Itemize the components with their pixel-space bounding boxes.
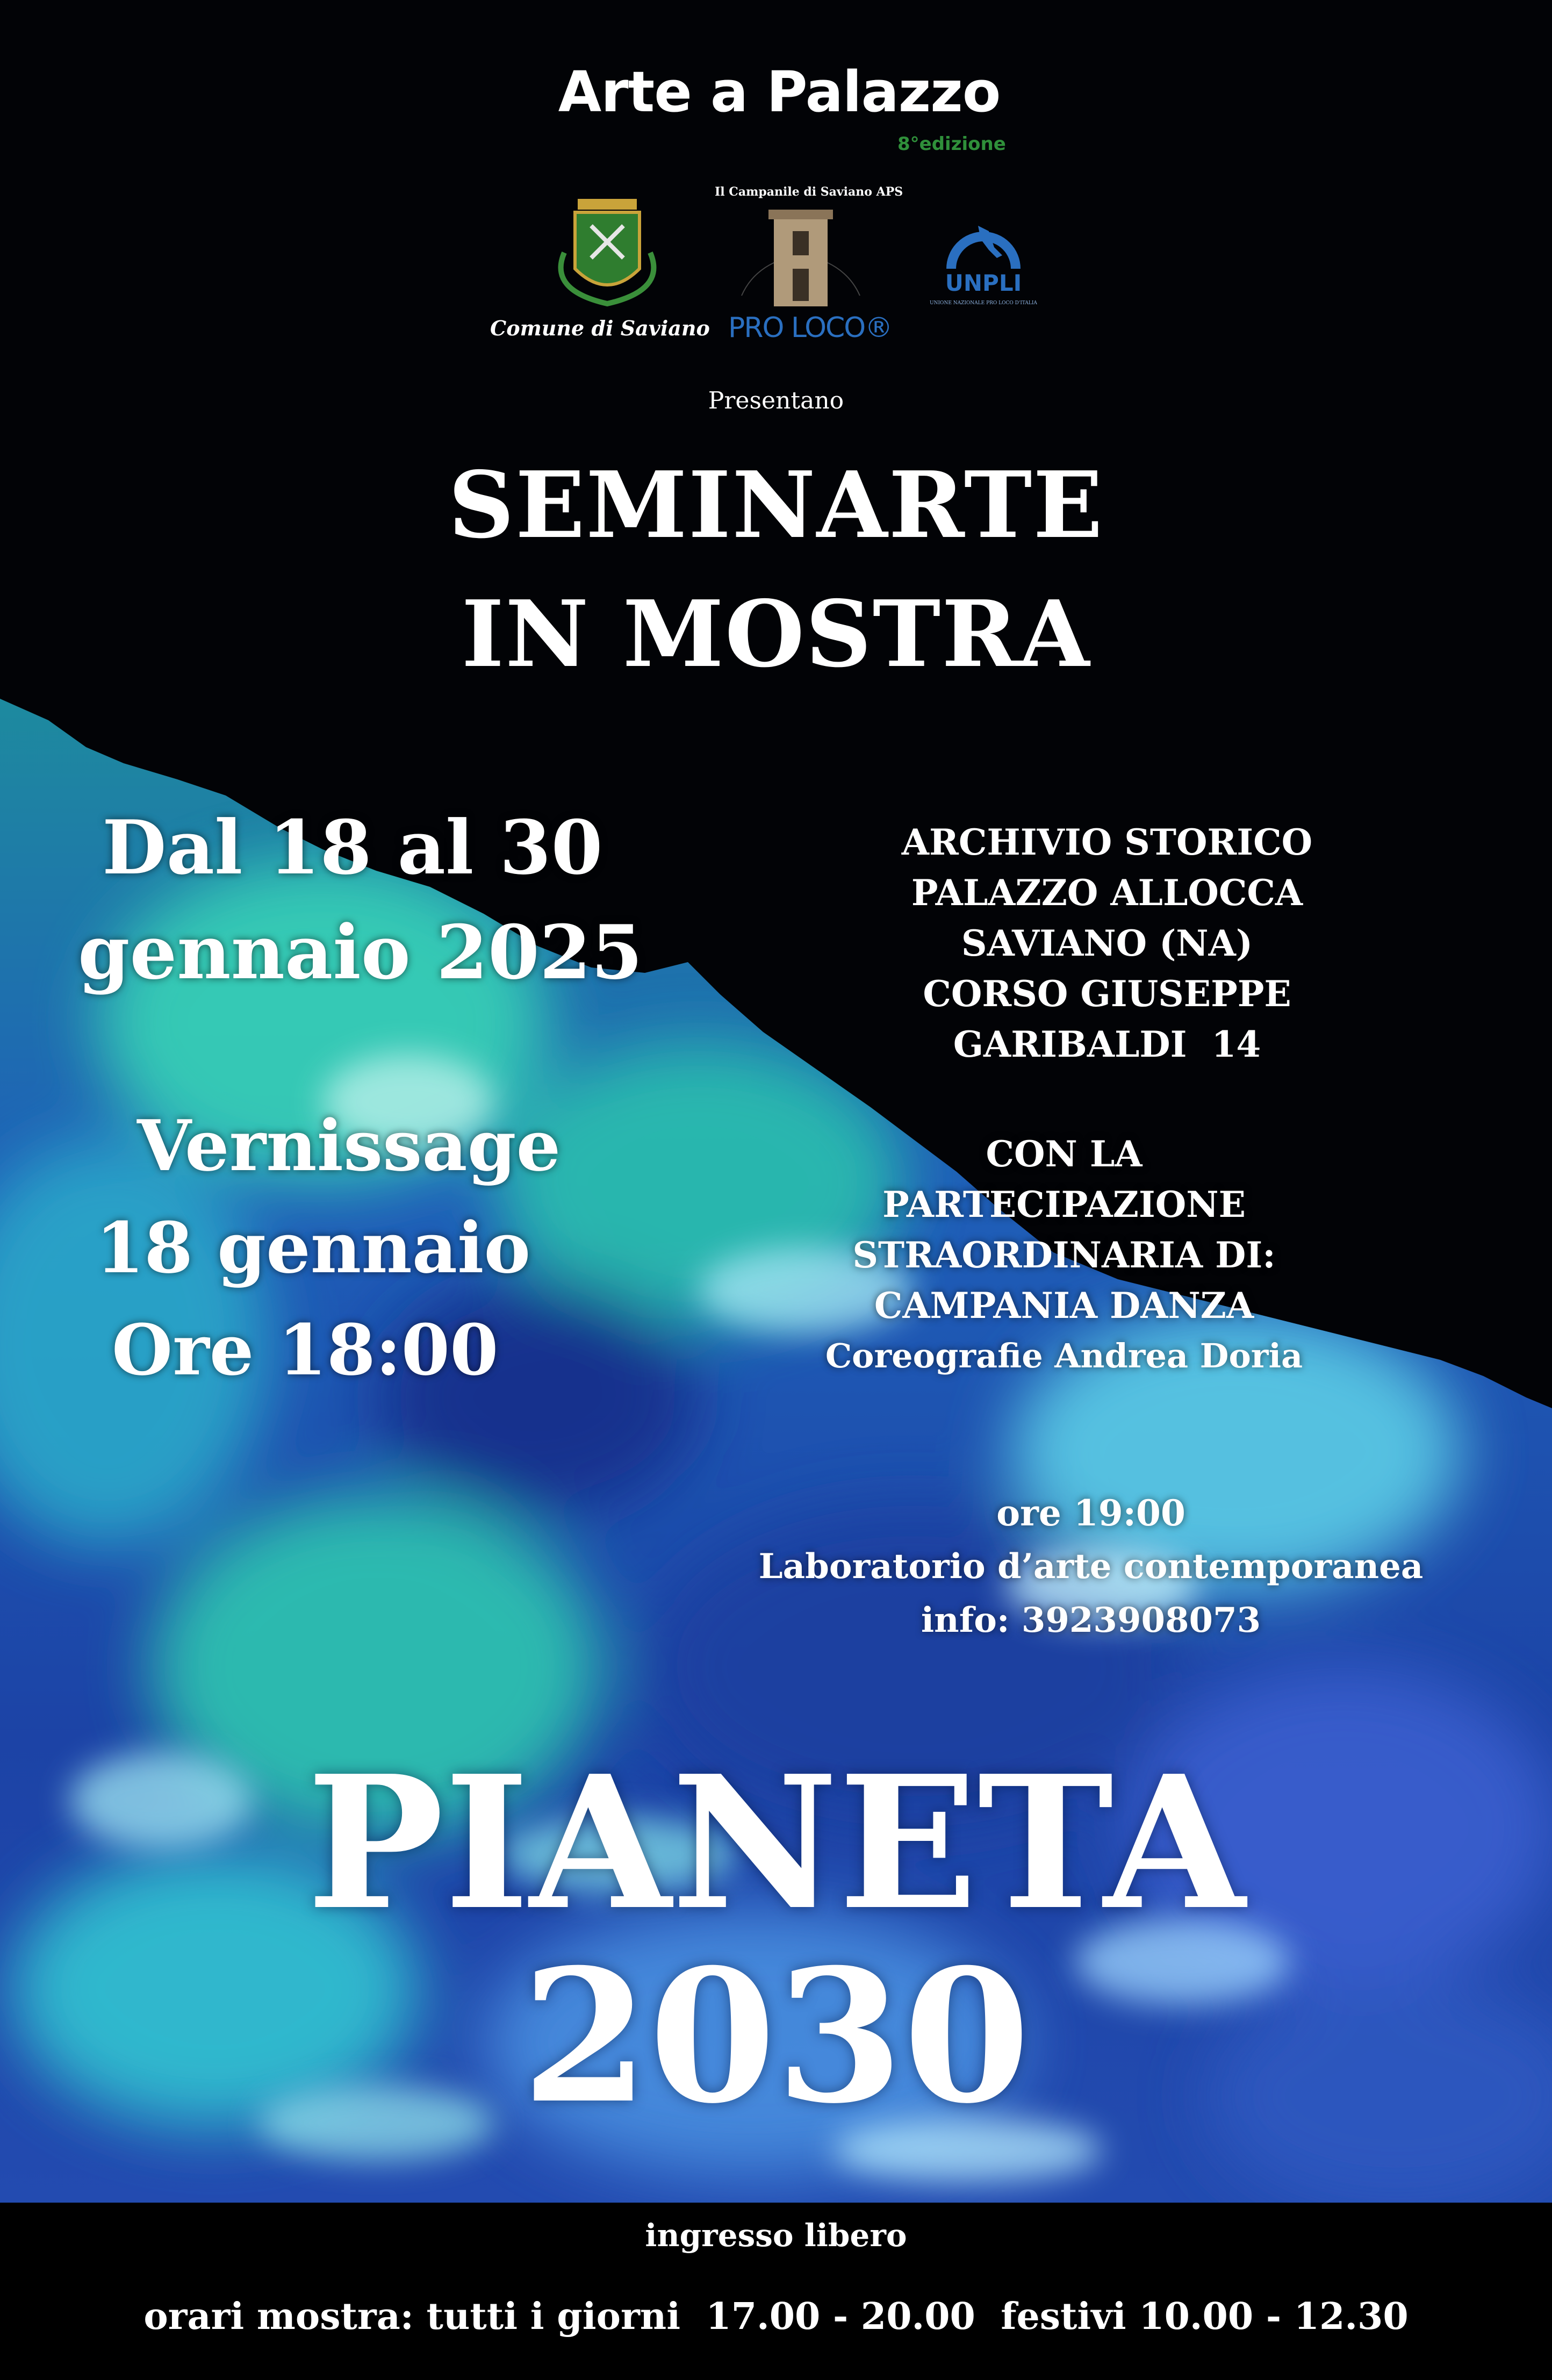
event-title-line2: IN MOSTRA — [461, 580, 1091, 688]
participation-line: PARTECIPAZIONE — [882, 1184, 1246, 1225]
date-range-line2: gennaio 2025 — [78, 908, 643, 996]
main-title-line2: 2030 — [521, 1930, 1031, 2144]
lab-info: info: 3923908073 — [921, 1600, 1261, 1640]
comune-label: Comune di Saviano — [490, 316, 710, 340]
proloco-logo — [715, 185, 903, 360]
participation-block — [763, 1129, 1365, 1381]
entry-info: ingresso libero — [645, 2217, 907, 2254]
unpli-logo — [930, 210, 1037, 328]
venue-line: SAVIANO (NA) — [961, 922, 1253, 964]
venue-line: GARIBALDI 14 — [953, 1023, 1261, 1065]
date-range-line1: Dal 18 al 30 — [102, 804, 603, 891]
lab-block — [715, 1486, 1467, 1647]
italy-map-icon — [930, 210, 1037, 274]
venue-block — [806, 817, 1408, 1070]
venue-line: CORSO GIUSEPPE — [923, 973, 1291, 1015]
unpli-label: UNPLI — [945, 270, 1022, 296]
coat-of-arms-icon — [484, 188, 731, 312]
participation-line: STRAORDINARIA DI: — [852, 1234, 1276, 1276]
event-title-line1: SEMINARTE — [448, 451, 1104, 559]
participation-line: CAMPANIA DANZA — [874, 1285, 1254, 1327]
brand-title: Arte a Palazzo — [558, 59, 1001, 125]
main-title-line1: PIANETA — [306, 1736, 1246, 1951]
proloco-arc-text: Il Campanile di Saviano APS — [715, 185, 903, 199]
participation-line: CON LA — [986, 1133, 1143, 1175]
vernissage-label: Vernissage — [137, 1105, 561, 1187]
presentano-label: Presentano — [708, 387, 844, 414]
vernissage-date: 18 gennaio — [96, 1207, 531, 1289]
comune-logo — [484, 188, 731, 355]
opening-hours: orari mostra: tutti i giorni 17.00 - 20.00 festivi 10.00 - 12.30 — [143, 2295, 1409, 2338]
unpli-subtext: UNIONE NAZIONALE PRO LOCO D'ITALIA — [930, 300, 1037, 306]
proloco-label: PRO LOCO® — [728, 312, 892, 344]
lab-time: ore 19:00 — [996, 1492, 1185, 1534]
venue-line: PALAZZO ALLOCCA — [911, 872, 1303, 914]
bell-tower-icon — [720, 188, 881, 312]
lab-title: Laboratorio d’arte contemporanea — [758, 1546, 1424, 1587]
choreographer: Coreografie Andrea Doria — [825, 1336, 1303, 1375]
venue-line: ARCHIVIO STORICO — [901, 821, 1313, 863]
edition-label: 8°edizione — [897, 133, 1006, 155]
vernissage-time: Ore 18:00 — [112, 1309, 499, 1391]
